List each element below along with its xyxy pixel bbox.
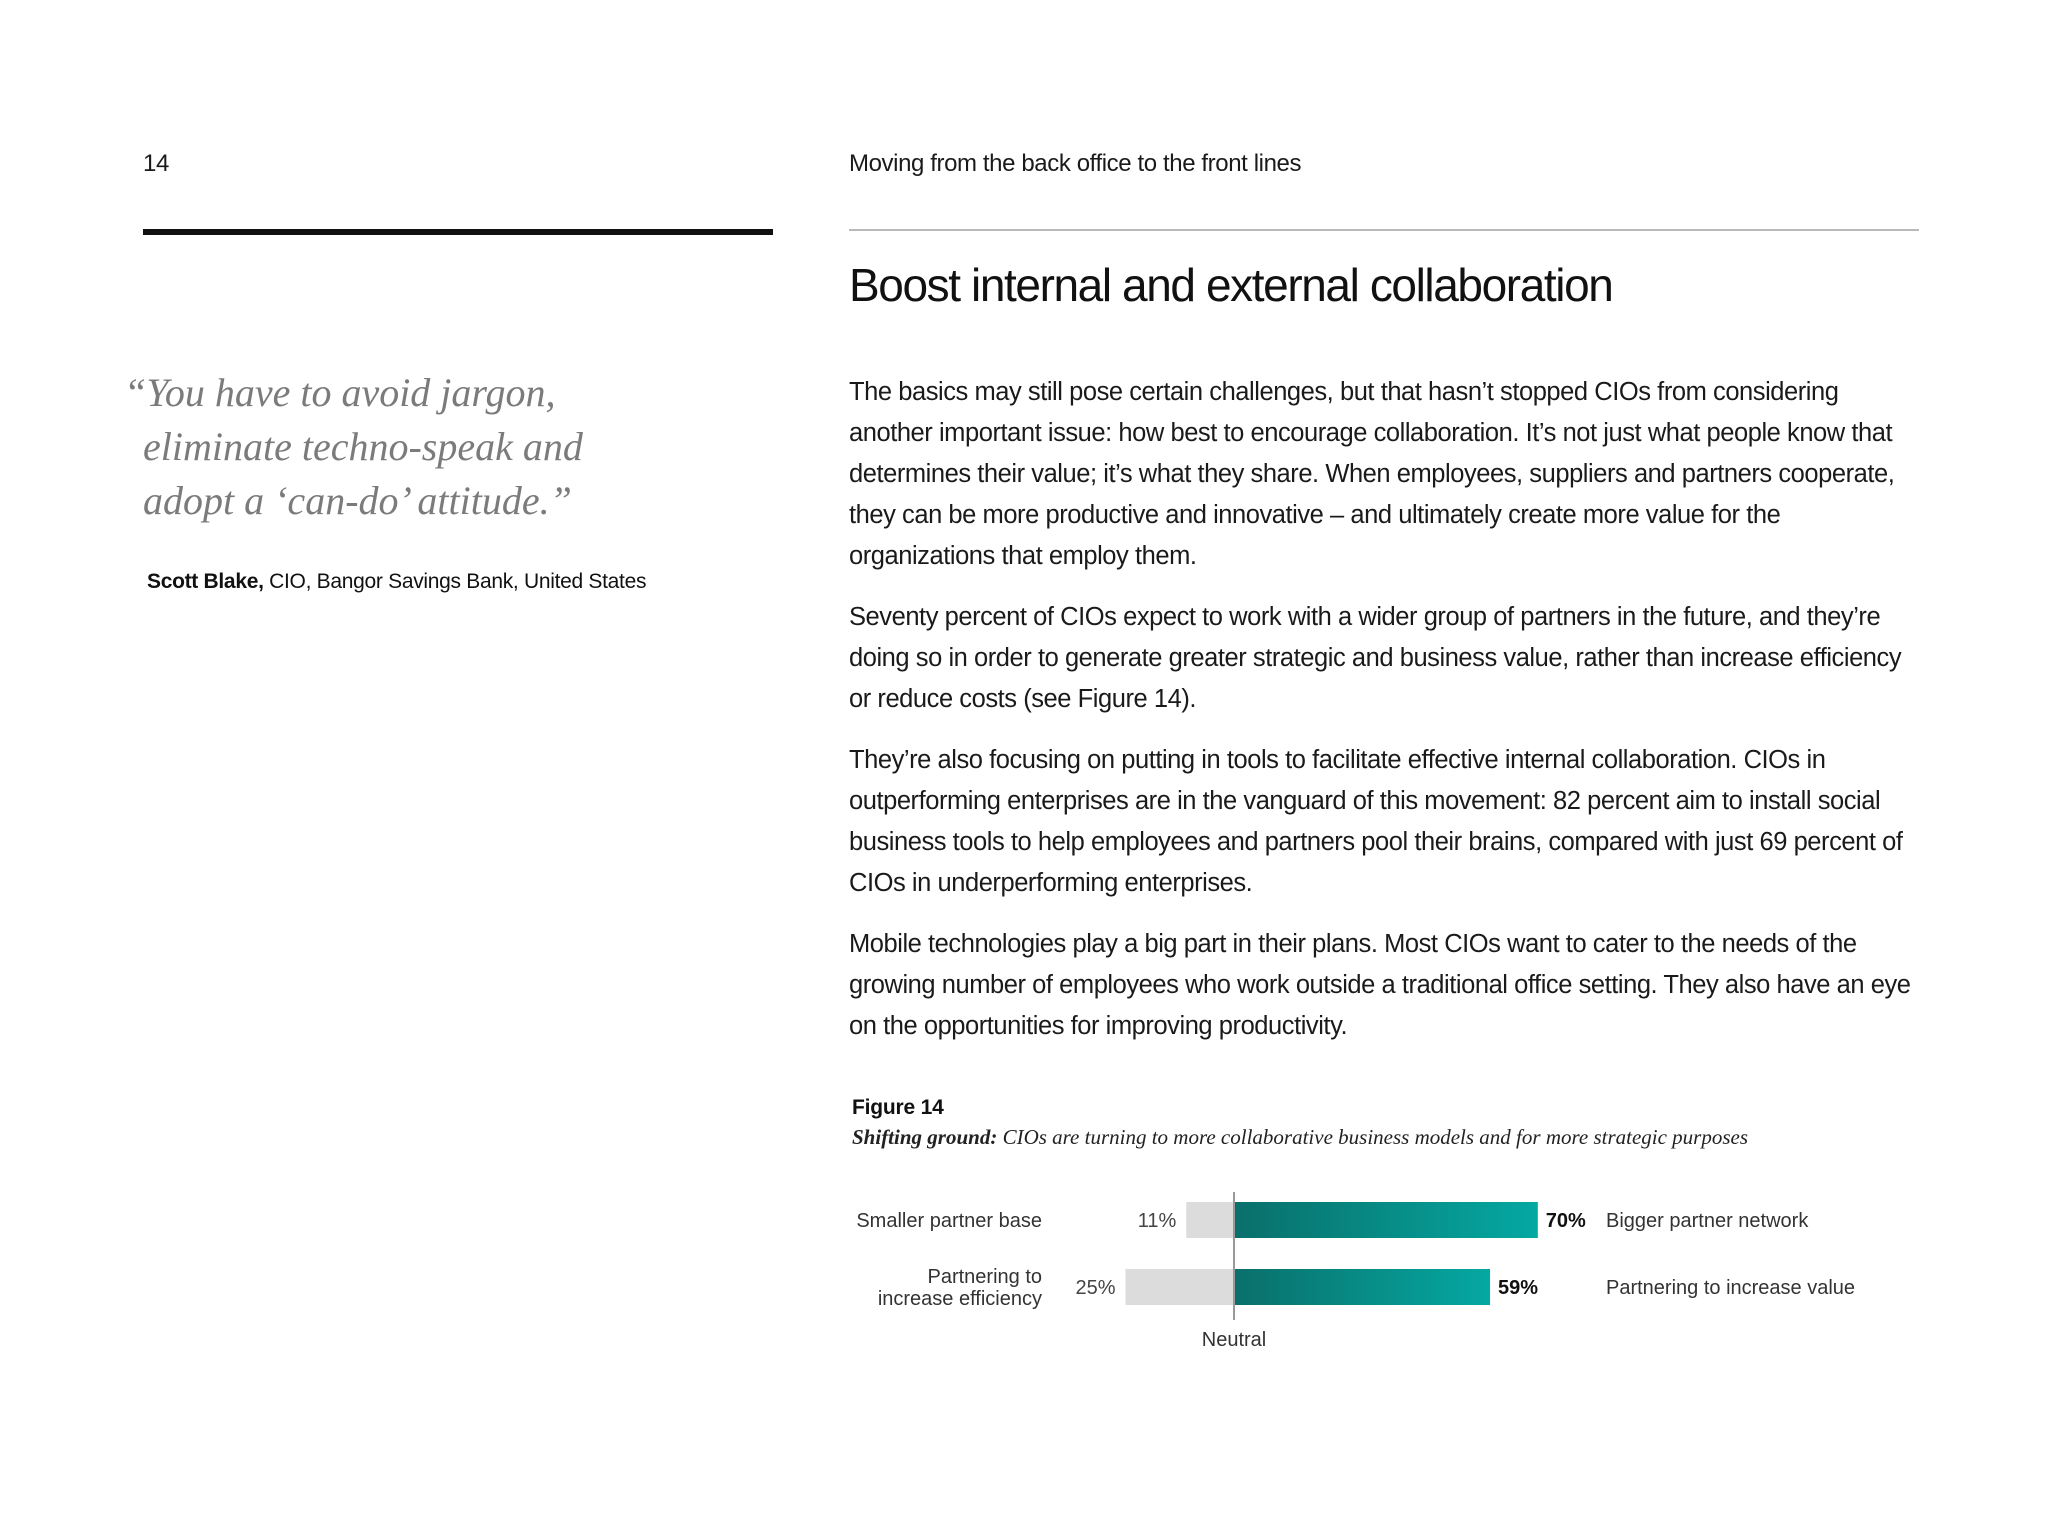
left-bar — [1186, 1202, 1234, 1238]
neutral-label: Neutral — [1201, 1329, 1267, 1351]
left-category-label: increase efficiency — [877, 1288, 1042, 1310]
running-head: Moving from the back office to the front lines — [849, 150, 1302, 177]
body-paragraph: Seventy percent of CIOs expect to work with a wider group of partners in the future, and they’re doing so in order to generate greater strategic and business value, rather than increase efficiency or reduce costs (see Figure 14). — [849, 603, 1902, 713]
left-value-label: 11% — [1137, 1210, 1177, 1232]
figure-caption-text: CIOs are turning to more collaborative business models and for more strategic purposes — [997, 1125, 1749, 1149]
pull-quote-line: “You have to avoid jargon, — [124, 370, 556, 415]
left-divider — [143, 229, 773, 235]
pull-quote-line: adopt a ‘can-do’ attitude.” — [143, 478, 572, 523]
body-paragraph: The basics may still pose certain challenges, but that hasn’t stopped CIOs from considering another important issue: how best to encourage collaboration. It’s not just what people know that determines their value; it’s what they share. When employees, suppliers and partners cooperate, they can be more productive and innovative – and ultimately create more value for the organizations that employ them. — [849, 378, 1895, 570]
right-bar — [1234, 1202, 1538, 1238]
right-divider — [849, 229, 1919, 231]
pull-quote-line: eliminate techno-speak and — [143, 424, 583, 469]
collaboration-chart — [849, 1180, 1929, 1360]
figure-label: Figure 14 — [852, 1096, 944, 1119]
right-value-label: 59% — [1498, 1277, 1539, 1299]
section-heading: Boost internal and external collaboration — [849, 259, 1613, 311]
body-paragraph: They’re also focusing on putting in tools to facilitate effective internal collaboration. CIOs in outperforming enterprises are in the vanguard of this movement: 82 percent aim to install social business tools to help employees and partners pool their brains, compared with just 69 percent of CIOs in underperforming enterprises. — [849, 746, 1903, 897]
right-category-label: Bigger partner network — [1606, 1210, 1809, 1232]
right-category-label: Partnering to increase value — [1606, 1277, 1856, 1299]
attribution-name: Scott Blake, — [147, 570, 264, 593]
pull-quote — [124, 366, 704, 528]
left-category-label: Partnering to — [927, 1266, 1042, 1288]
page-number: 14 — [143, 150, 170, 177]
figure-caption — [852, 1125, 1748, 1150]
left-value-label: 25% — [1075, 1277, 1116, 1299]
left-bar — [1126, 1269, 1235, 1305]
right-bar — [1234, 1269, 1490, 1305]
left-category-label: Smaller partner base — [856, 1210, 1042, 1232]
body-paragraph: Mobile technologies play a big part in their plans. Most CIOs want to cater to the needs of the growing number of employees who work outside a traditional office setting. They also have an eye on the opportunities for improving productivity. — [849, 930, 1911, 1040]
attribution-role: CIO, Bangor Savings Bank, United States — [269, 570, 647, 593]
body-text — [849, 372, 1924, 1067]
quote-attribution — [147, 570, 646, 594]
right-value-label: 70% — [1545, 1210, 1586, 1232]
figure-caption-bold: Shifting ground: — [852, 1125, 998, 1149]
